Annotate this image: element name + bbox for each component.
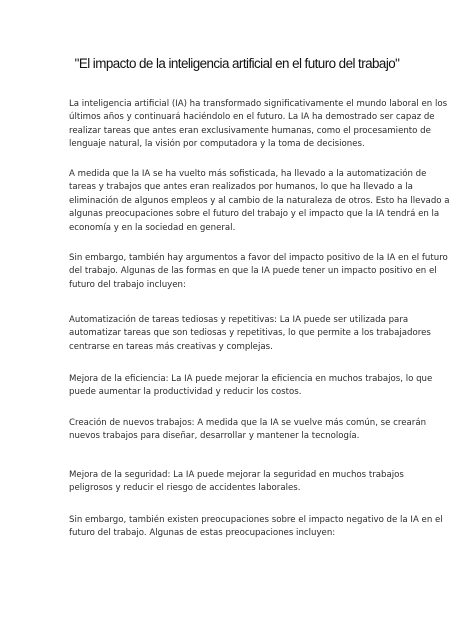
paragraph-line: Sin embargo, también existen preocupaciones sobre el impacto negativo de la IA en el [69, 515, 443, 525]
paragraph-line: automatizar tareas que son tediosas y repetitivas, lo que permite a los trabajadores [69, 328, 431, 339]
paragraph-efficiency [69, 373, 433, 400]
paragraph-positive-intro [69, 252, 448, 292]
paragraph-line: últimos años y continuará haciéndolo en el futuro. La IA ha demostrado ser capaz de [69, 112, 435, 123]
paragraph-line: centrarse en tareas más creativas y complejas. [69, 341, 273, 352]
paragraph-line: Mejora de la eficiencia: La IA puede mejorar la eficiencia en muchos trabajos, lo que [69, 374, 433, 384]
paragraph-line: puede aumentar la productividad y reducir los costos. [69, 387, 302, 398]
paragraph-line: Creación de nuevos trabajos: A medida que la IA se vuelve más común, se crearán [69, 418, 427, 428]
paragraph-introduction [69, 98, 448, 152]
paragraph-safety [69, 469, 419, 496]
paragraph-line: tareas y trabajos que antes eran realizados por humanos, lo que ha llevado a la [69, 182, 413, 193]
paragraph-tedious-tasks [69, 314, 431, 354]
paragraph-line: Automatización de tareas tediosas y repetitivas: La IA puede ser utilizada para [69, 315, 409, 325]
paragraph-line: peligrosos y reducir el riesgo de accidentes laborales. [69, 483, 301, 494]
paragraph-negative-intro [69, 514, 443, 541]
paragraph-line: economía y en la sociedad en general. [69, 222, 236, 233]
paragraph-line: A medida que la IA se ha vuelto más sofisticada, ha llevado a la automatización de [69, 169, 427, 179]
paragraph-line: lenguaje natural, la visión por computadora y la toma de decisiones. [69, 139, 365, 150]
paragraph-line: nuevos trabajos para diseñar, desarrollar y mantener la tecnología. [69, 431, 360, 442]
paragraph-line: Mejora de la seguridad: La IA puede mejorar la seguridad en muchos trabajos [69, 470, 404, 480]
paragraph-line: del trabajo. Algunas de las formas en que la IA puede tener un impacto positivo en el [69, 266, 437, 277]
paragraph-line: futuro del trabajo incluyen: [69, 279, 186, 290]
document-title: "El impacto de la inteligencia artificial en el futuro del trabajo" [74, 56, 400, 71]
paragraph-line: realizar tareas que antes eran exclusivamente humanas, como el procesamiento de [69, 125, 431, 136]
paragraph-line: algunas preocupaciones sobre el futuro del trabajo y el impacto que la IA tendrá en la [69, 209, 440, 220]
paragraph-line: futuro del trabajo. Algunas de estas preocupaciones incluyen: [69, 528, 336, 539]
paragraph-line: eliminación de algunos empleos y al cambio de la naturaleza de otros. Esto ha llevado a [69, 195, 450, 206]
paragraph-automation [69, 168, 450, 235]
paragraph-new-jobs [69, 417, 427, 444]
paragraph-line: La inteligencia artificial (IA) ha transformado significativamente el mundo laboral en los [69, 99, 448, 109]
paragraph-line: Sin embargo, también hay argumentos a favor del impacto positivo de la IA en el futuro [69, 253, 448, 263]
